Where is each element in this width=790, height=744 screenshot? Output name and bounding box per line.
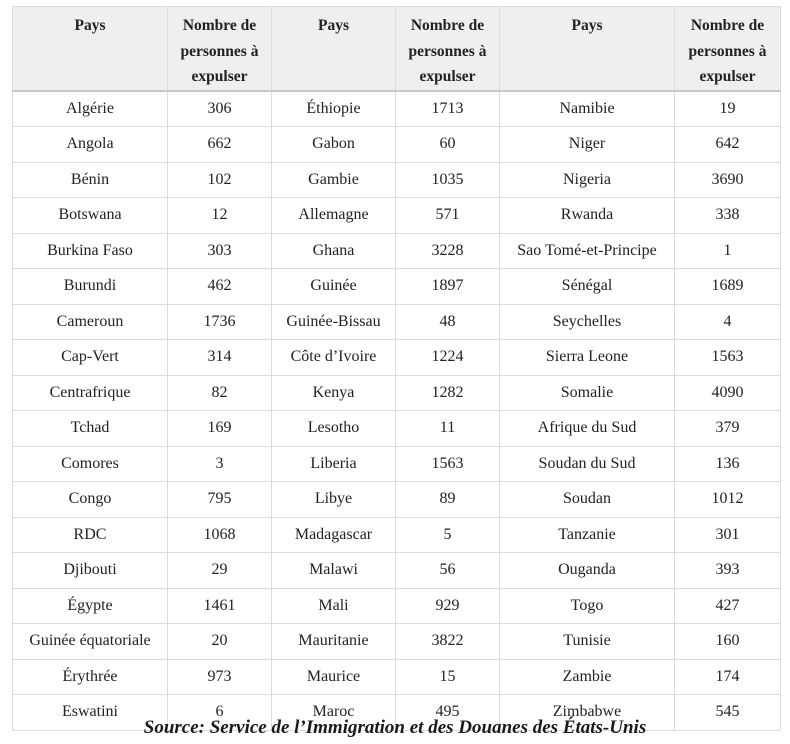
cell-count-2: 3228: [396, 233, 500, 269]
cell-country-1: Algérie: [13, 91, 168, 127]
cell-count-3: 301: [675, 517, 781, 553]
cell-count-3: 642: [675, 127, 781, 163]
cell-country-2: Ghana: [272, 233, 396, 269]
cell-country-1: Égypte: [13, 588, 168, 624]
cell-count-3: 174: [675, 659, 781, 695]
table-row: [13, 482, 781, 518]
cell-country-3: Tunisie: [500, 624, 675, 660]
cell-count-2: 11: [396, 411, 500, 447]
table-row: [13, 446, 781, 482]
cell-count-2: 56: [396, 553, 500, 589]
cell-count-2: 1035: [396, 162, 500, 198]
cell-count-3: 427: [675, 588, 781, 624]
cell-country-2: Guinée-Bissau: [272, 304, 396, 340]
cell-count-3: 379: [675, 411, 781, 447]
cell-country-3: Seychelles: [500, 304, 675, 340]
header-country-3: Pays: [500, 7, 675, 91]
cell-country-1: Bénin: [13, 162, 168, 198]
cell-country-2: Éthiopie: [272, 91, 396, 127]
table-body: [13, 91, 781, 731]
cell-count-3: 4090: [675, 375, 781, 411]
header-count-3: Nombre de personnes à expulser: [675, 7, 781, 91]
cell-count-1: 795: [168, 482, 272, 518]
header-country-2: Pays: [272, 7, 396, 91]
cell-count-2: 60: [396, 127, 500, 163]
cell-country-2: Guinée: [272, 269, 396, 305]
cell-country-2: Mauritanie: [272, 624, 396, 660]
deportation-table: [12, 6, 781, 731]
cell-country-3: Nigeria: [500, 162, 675, 198]
cell-country-1: Guinée équatoriale: [13, 624, 168, 660]
cell-country-1: Érythrée: [13, 659, 168, 695]
table-row: [13, 304, 781, 340]
cell-count-3: 1: [675, 233, 781, 269]
cell-count-3: 3690: [675, 162, 781, 198]
table-row: [13, 198, 781, 234]
cell-country-1: Tchad: [13, 411, 168, 447]
cell-count-1: 1736: [168, 304, 272, 340]
cell-count-3: 338: [675, 198, 781, 234]
table-row: [13, 127, 781, 163]
table-row: [13, 624, 781, 660]
cell-count-3: 393: [675, 553, 781, 589]
cell-count-1: 20: [168, 624, 272, 660]
cell-country-2: Malawi: [272, 553, 396, 589]
cell-country-3: Soudan: [500, 482, 675, 518]
cell-count-2: 929: [396, 588, 500, 624]
cell-count-1: 1068: [168, 517, 272, 553]
cell-count-3: 19: [675, 91, 781, 127]
cell-country-2: Kenya: [272, 375, 396, 411]
cell-count-1: 82: [168, 375, 272, 411]
cell-country-3: Afrique du Sud: [500, 411, 675, 447]
cell-country-1: Comores: [13, 446, 168, 482]
cell-count-1: 6: [168, 695, 272, 731]
cell-country-2: Madagascar: [272, 517, 396, 553]
cell-count-1: 303: [168, 233, 272, 269]
cell-count-1: 3: [168, 446, 272, 482]
cell-count-2: 89: [396, 482, 500, 518]
cell-country-1: Angola: [13, 127, 168, 163]
cell-country-2: Maroc: [272, 695, 396, 731]
table-row: [13, 233, 781, 269]
cell-count-1: 102: [168, 162, 272, 198]
cell-country-1: Cap-Vert: [13, 340, 168, 376]
table-row: [13, 162, 781, 198]
cell-count-1: 314: [168, 340, 272, 376]
cell-count-2: 48: [396, 304, 500, 340]
cell-country-3: Sao Tomé-et-Principe: [500, 233, 675, 269]
cell-count-1: 973: [168, 659, 272, 695]
cell-country-3: Somalie: [500, 375, 675, 411]
cell-country-3: Zambie: [500, 659, 675, 695]
cell-country-1: Burundi: [13, 269, 168, 305]
cell-count-3: 160: [675, 624, 781, 660]
cell-country-1: RDC: [13, 517, 168, 553]
header-count-1: Nombre de personnes à expulser: [168, 7, 272, 91]
cell-count-3: 1689: [675, 269, 781, 305]
cell-country-3: Niger: [500, 127, 675, 163]
cell-country-2: Gabon: [272, 127, 396, 163]
cell-count-2: 495: [396, 695, 500, 731]
table-row: [13, 411, 781, 447]
table-row: [13, 91, 781, 127]
cell-count-1: 12: [168, 198, 272, 234]
cell-country-3: Sénégal: [500, 269, 675, 305]
cell-country-1: Centrafrique: [13, 375, 168, 411]
cell-count-2: 1713: [396, 91, 500, 127]
cell-count-1: 29: [168, 553, 272, 589]
table-row: [13, 553, 781, 589]
table-row: [13, 517, 781, 553]
table-row: [13, 659, 781, 695]
cell-count-3: 1563: [675, 340, 781, 376]
table-row: [13, 588, 781, 624]
header-country-1: Pays: [13, 7, 168, 91]
table-row: [13, 340, 781, 376]
cell-country-1: Eswatini: [13, 695, 168, 731]
cell-count-2: 571: [396, 198, 500, 234]
cell-country-2: Allemagne: [272, 198, 396, 234]
cell-country-2: Gambie: [272, 162, 396, 198]
cell-count-2: 1282: [396, 375, 500, 411]
table-row: [13, 375, 781, 411]
source-caption: Source: Service de l’Immigration et des Douanes des États-Unis: [143, 717, 647, 738]
cell-country-2: Mali: [272, 588, 396, 624]
cell-count-2: 15: [396, 659, 500, 695]
cell-country-2: Lesotho: [272, 411, 396, 447]
cell-count-3: 4: [675, 304, 781, 340]
cell-count-2: 5: [396, 517, 500, 553]
cell-count-1: 1461: [168, 588, 272, 624]
cell-country-1: Djibouti: [13, 553, 168, 589]
cell-country-1: Burkina Faso: [13, 233, 168, 269]
cell-country-3: Rwanda: [500, 198, 675, 234]
cell-country-3: Togo: [500, 588, 675, 624]
cell-country-1: Congo: [13, 482, 168, 518]
cell-count-3: 545: [675, 695, 781, 731]
cell-country-2: Libye: [272, 482, 396, 518]
deportation-table-container: [12, 6, 780, 731]
table-row: [13, 269, 781, 305]
cell-country-3: Tanzanie: [500, 517, 675, 553]
cell-country-1: Cameroun: [13, 304, 168, 340]
cell-count-2: 1563: [396, 446, 500, 482]
cell-country-2: Liberia: [272, 446, 396, 482]
cell-count-3: 136: [675, 446, 781, 482]
cell-count-1: 662: [168, 127, 272, 163]
table-header-row: [13, 7, 781, 91]
cell-country-3: Namibie: [500, 91, 675, 127]
cell-count-2: 1224: [396, 340, 500, 376]
cell-country-2: Maurice: [272, 659, 396, 695]
cell-count-1: 306: [168, 91, 272, 127]
cell-count-1: 169: [168, 411, 272, 447]
cell-country-3: Zimbabwe: [500, 695, 675, 731]
header-count-2: Nombre de personnes à expulser: [396, 7, 500, 91]
cell-count-2: 1897: [396, 269, 500, 305]
cell-count-1: 462: [168, 269, 272, 305]
cell-country-2: Côte d’Ivoire: [272, 340, 396, 376]
cell-country-3: Ouganda: [500, 553, 675, 589]
cell-country-3: Soudan du Sud: [500, 446, 675, 482]
cell-country-1: Botswana: [13, 198, 168, 234]
cell-count-2: 3822: [396, 624, 500, 660]
cell-count-3: 1012: [675, 482, 781, 518]
cell-country-3: Sierra Leone: [500, 340, 675, 376]
